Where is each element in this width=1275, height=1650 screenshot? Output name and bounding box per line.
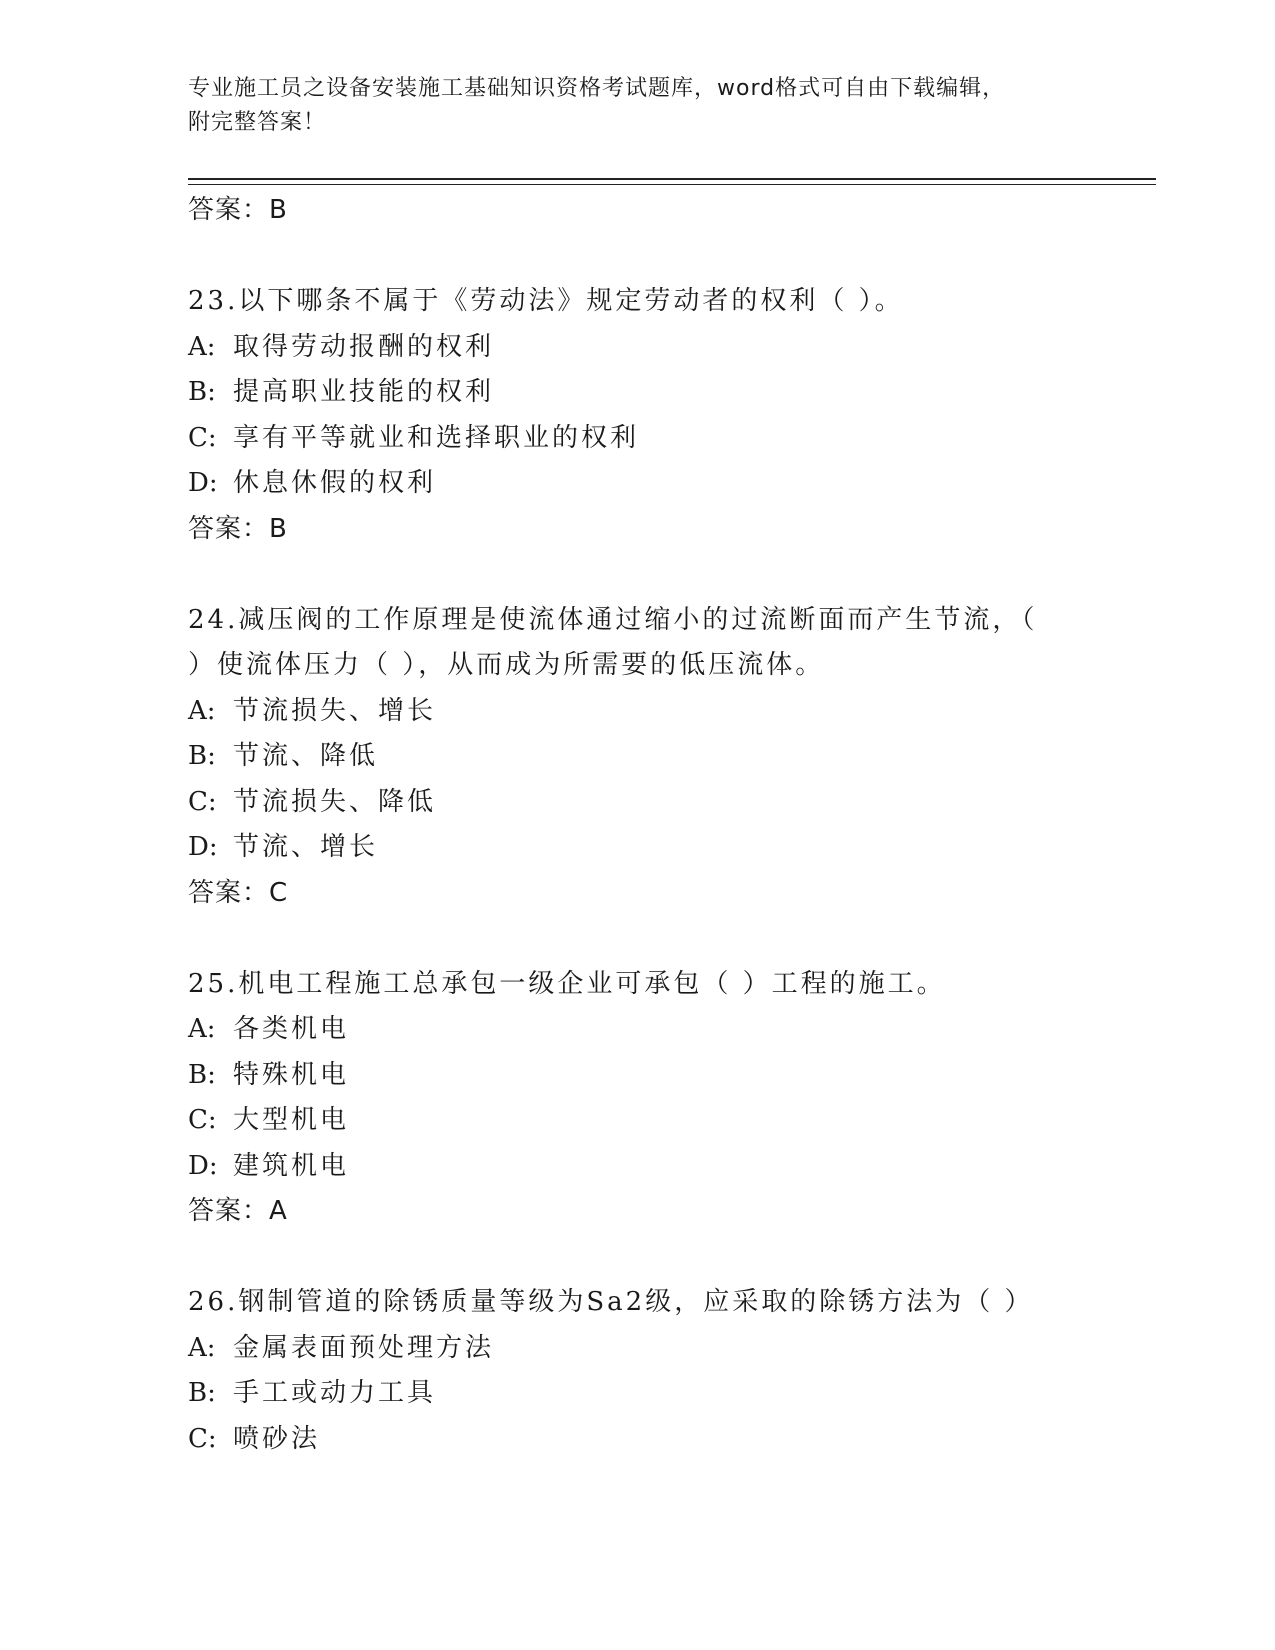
option-text: 手工或动力工具 — [233, 1378, 437, 1408]
option-key: B: — [188, 1378, 216, 1408]
option-text: 金属表面预处理方法 — [233, 1332, 495, 1363]
option-b — [188, 1053, 1156, 1099]
option-c — [188, 1098, 1156, 1144]
option-key: B: — [188, 377, 216, 407]
option-text: 节流损失、降低 — [233, 786, 437, 817]
document-header — [188, 72, 1088, 140]
option-text: 享有平等就业和选择职业的权利 — [233, 422, 640, 453]
option-key: A: — [188, 331, 216, 362]
question-block — [188, 279, 1156, 552]
answer-line: 答案：B — [188, 513, 288, 544]
spacer — [188, 1235, 1156, 1281]
option-key: B: — [188, 1059, 216, 1090]
option-key: C: — [188, 786, 217, 817]
option-key: A: — [188, 1332, 216, 1363]
option-b — [188, 1371, 1156, 1417]
option-d — [188, 1144, 1156, 1190]
spacer — [188, 916, 1156, 962]
option-text: 喷砂法 — [233, 1423, 321, 1454]
question-text: 24.减压阀的工作原理是使流体通过缩小的过流断面而产生节流，（ — [188, 604, 1038, 635]
answer-line: 答案：A — [188, 1196, 288, 1226]
header-divider-thin — [188, 184, 1156, 185]
option-text: 节流、降低 — [233, 741, 379, 771]
option-key: D: — [188, 832, 218, 862]
option-b — [188, 734, 1156, 780]
option-text: 休息休假的权利 — [233, 468, 437, 498]
question-text: 26.钢制管道的除锈质量等级为Sa2级，应采取的除锈方法为（ ） — [188, 1287, 1034, 1317]
question-block — [188, 962, 1156, 1235]
question-text: 25.机电工程施工总承包一级企业可承包（ ）工程的施工。 — [188, 968, 946, 999]
option-a — [188, 689, 1156, 735]
option-d — [188, 461, 1156, 507]
option-key: C: — [188, 1423, 217, 1454]
option-text: 特殊机电 — [233, 1059, 350, 1090]
option-a — [188, 1326, 1156, 1372]
spacer — [188, 552, 1156, 598]
option-c — [188, 1417, 1156, 1463]
option-text: 节流损失、增长 — [233, 695, 437, 726]
option-text: 各类机电 — [233, 1014, 350, 1044]
option-key: D: — [188, 1150, 218, 1181]
option-text: 取得劳动报酬的权利 — [233, 331, 495, 362]
option-key: A: — [188, 695, 216, 726]
option-c — [188, 780, 1156, 826]
header-divider-thick — [188, 178, 1156, 180]
option-c — [188, 416, 1156, 462]
answer-line: 答案：C — [188, 877, 289, 908]
option-text: 节流、增长 — [233, 832, 379, 862]
option-b — [188, 370, 1156, 416]
header-line-1: 专业施工员之设备安装施工基础知识资格考试题库，word格式可自由下载编辑， — [188, 76, 1006, 101]
option-key: C: — [188, 1105, 217, 1135]
question-text-continued: ）使流体压力（ ），从而成为所需要的低压流体。 — [188, 650, 825, 680]
question-block — [188, 1280, 1156, 1462]
option-key: A: — [188, 1014, 216, 1044]
option-text: 建筑机电 — [233, 1150, 350, 1181]
header-line-2: 附完整答案！ — [188, 110, 327, 135]
option-text: 大型机电 — [233, 1105, 350, 1135]
option-text: 提高职业技能的权利 — [233, 377, 495, 407]
option-key: D: — [188, 468, 218, 498]
question-list — [188, 188, 1156, 1462]
question-text: 23.以下哪条不属于《劳动法》规定劳动者的权利（ ）。 — [188, 286, 904, 316]
question-block — [188, 598, 1156, 917]
option-key: B: — [188, 741, 216, 771]
option-key: C: — [188, 422, 217, 453]
option-a — [188, 325, 1156, 371]
option-a — [188, 1007, 1156, 1053]
spacer — [188, 234, 1156, 280]
answer-line: 答案：B — [188, 195, 288, 225]
option-d — [188, 825, 1156, 871]
